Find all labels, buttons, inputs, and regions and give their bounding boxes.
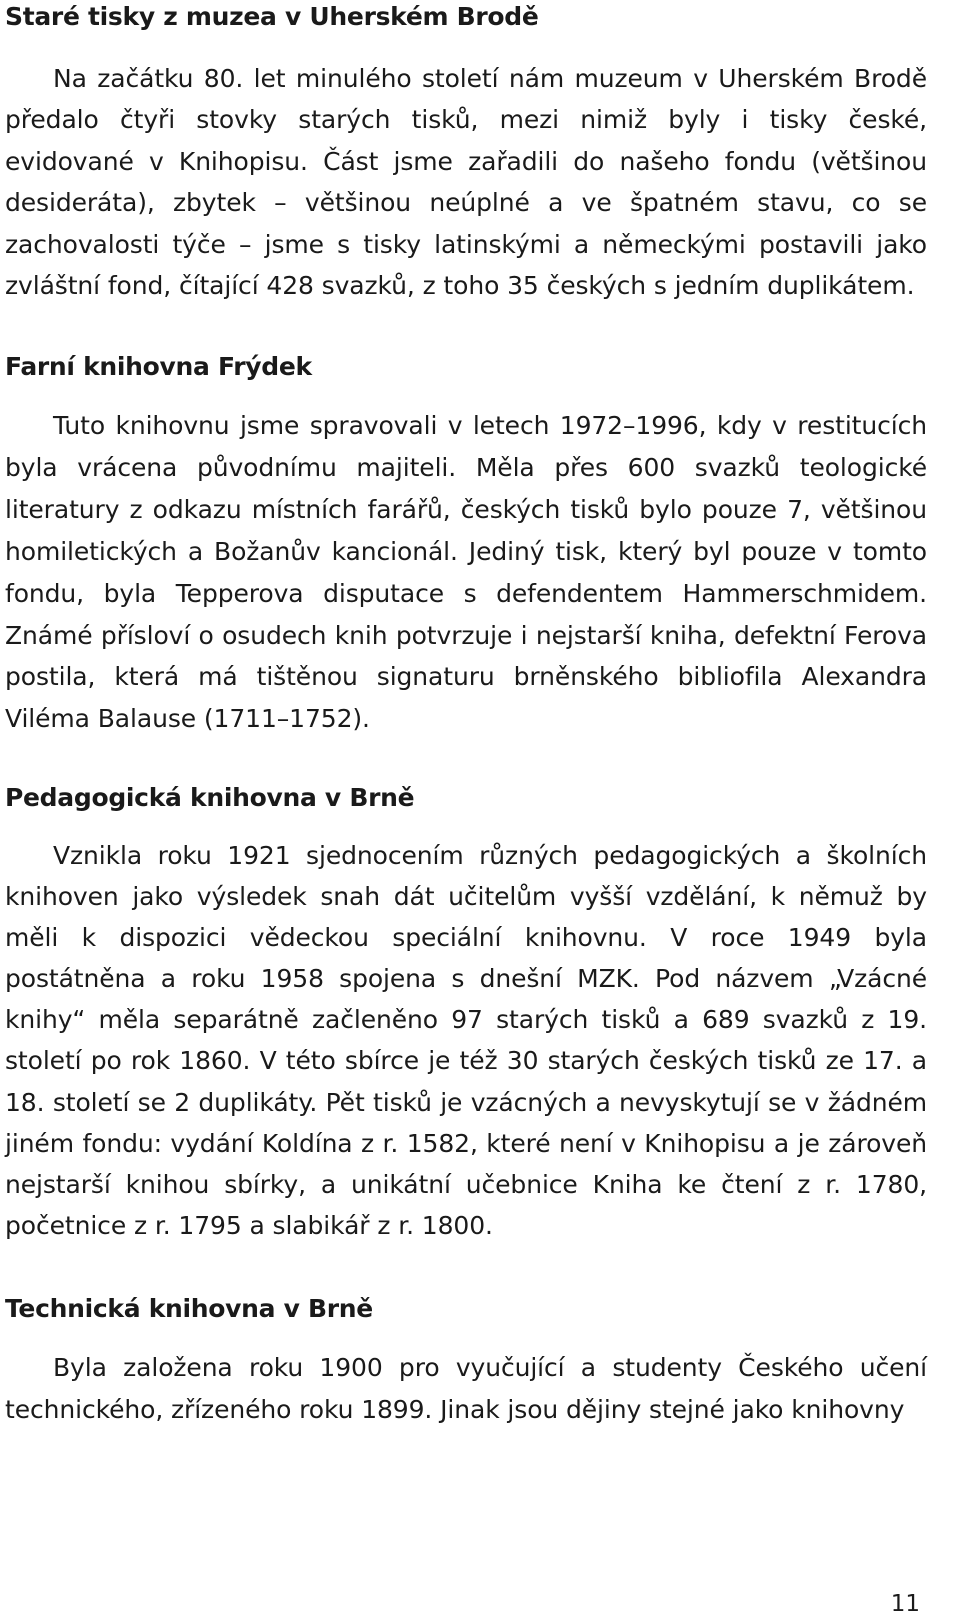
paragraph-text: Byla založena roku 1900 pro vyučující a studenty Českého učení technického, zřízeného roku 1899. Jinak jsou dějiny stejné jako knihovny bbox=[5, 1353, 927, 1424]
section-heading: Staré tisky z muzea v Uherském Brodě bbox=[5, 2, 539, 31]
section-paragraph bbox=[5, 405, 927, 740]
section-paragraph bbox=[5, 1347, 927, 1430]
paragraph-text: Tuto knihovnu jsme spravovali v letech 1972–1996, kdy v restitucích byla vrácena původnímu majiteli. Měla přes 600 svazků teologické literatury z odkazu místních farářů, českých tisků bylo pouze 7, většinou homiletických a Božanův kancionál. Jediný tisk, který byl pouze v tomto fondu, byla Tepperova disputace s defendentem Hammerschmidem. Známé přísloví o osudech knih potvrzuje i nejstarší kniha, defektní Ferova postila, která má tištěnou signaturu brněnského bibliofila Alexandra Viléma Balause (1711–1752). bbox=[5, 411, 927, 734]
paragraph-text: Na začátku 80. let minulého století nám muzeum v Uherském Brodě předalo čtyři stovky starých tisků, mezi nimiž byly i tisky české, evidované v Knihopisu. Část jsme zařadili do našeho fondu (většinou desideráta), zbytek – většinou neúplné a ve špatném stavu, co se zachovalosti týče – jsme s tisky latinskými a německými postavili jako zvláštní fond, čítající 428 svazků, z toho 35 českých s jedním duplikátem. bbox=[5, 64, 927, 301]
paragraph-text: Vznikla roku 1921 sjednocením různých pedagogických a školních knihoven jako výsledek snah dát učitelům vyšší vzdělání, k němuž by měli k dispozici vědeckou speciální knihovnu. V roce 1949 byla postátněna a roku 1958 spojena s dnešní MZK. Pod názvem „Vzácné knihy“ měla separátně začleněno 97 starých tisků a 689 svazků z 19. století po rok 1860. V této sbírce je též 30 starých českých tisků ze 17. a 18. století se 2 duplikáty. Pět tisků je vzácných a nevyskytují se v žádném jiném fondu: vydání Koldína z r. 1582, které není v Knihopisu a je zároveň nejstarší knihou sbírky, a unikátní učebnice Kniha ke čtení z r. 1780, početnice z r. 1795 a slabikář z r. 1800. bbox=[5, 841, 927, 1240]
section-heading: Technická knihovna v Brně bbox=[5, 1294, 373, 1323]
section-heading: Farní knihovna Frýdek bbox=[5, 352, 312, 381]
section-paragraph bbox=[5, 58, 927, 306]
page-number: 11 bbox=[890, 1591, 920, 1617]
section-heading: Pedagogická knihovna v Brně bbox=[5, 783, 415, 812]
section-paragraph bbox=[5, 835, 927, 1246]
